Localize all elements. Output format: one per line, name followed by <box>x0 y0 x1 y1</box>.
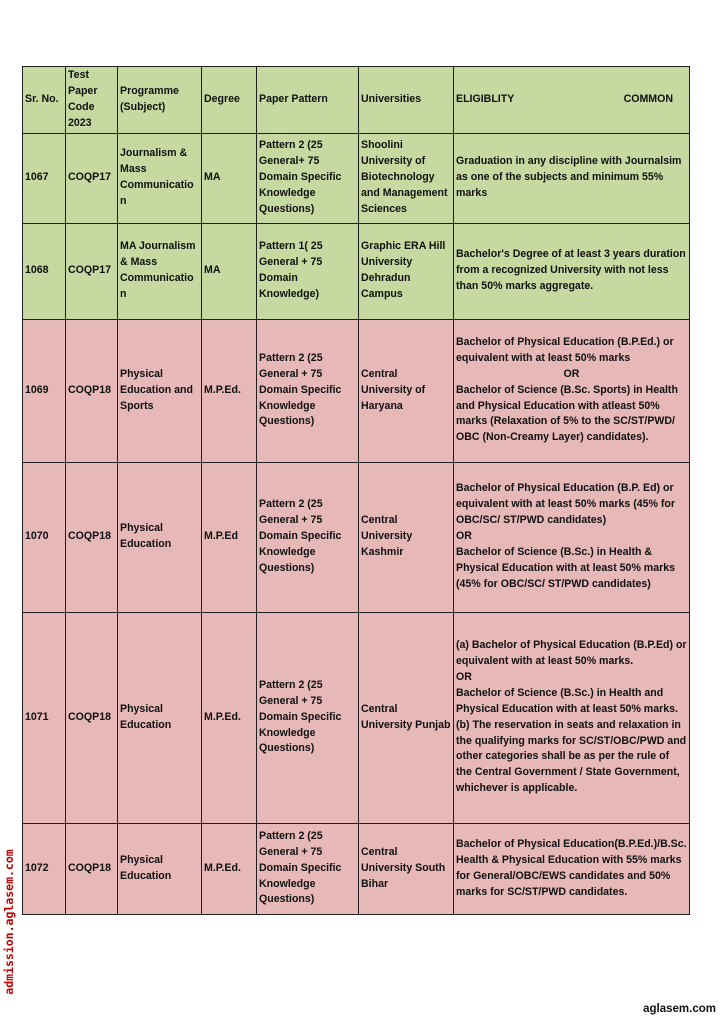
side-watermark: admission.aglasem.com <box>2 849 16 995</box>
programme-cell: MA Journalism & Mass Communication <box>118 223 202 319</box>
pattern-cell: Pattern 2 (25 General + 75 Domain Specific Knowledge Questions) <box>257 319 359 462</box>
header-eligibility <box>454 67 690 134</box>
eligibility-cell <box>454 612 690 823</box>
header-universities: Universities <box>359 67 454 134</box>
code-cell: COQP18 <box>66 319 118 462</box>
programme-cell: Physical Education and Sports <box>118 319 202 462</box>
header-eligibility-label: ELIGIBLITY <box>456 92 515 105</box>
eligibility-line: Bachelor of Science (B.Sc.) in Health and Physical Education with at least 50% marks. <box>456 686 678 715</box>
sr-no-cell: 1072 <box>23 823 66 914</box>
table-row <box>23 133 690 223</box>
header-common-label: COMMON <box>623 92 673 105</box>
university-cell: Shoolini University of Biotechnology and Management Sciences <box>359 133 454 223</box>
eligibility-line: Bachelor of Science (B.Sc. Sports) in Health and Physical Education with atleast 50% marks (Relaxation of 5% to the SC/ST/PWD/ OBC (Non-Creamy Layer) candidates). <box>456 383 678 444</box>
table-row <box>23 823 690 914</box>
eligibility-line: (b) The reservation in seats and relaxation in the qualifying marks for SC/ST/OBC/PWD and other categories shall be as per the rule of the Central Government / State Government, whichever is applicable. <box>456 718 687 795</box>
sr-no-cell: 1071 <box>23 612 66 823</box>
eligibility-line: Bachelor of Science (B.Sc.) in Health & Physical Education with at least 50% marks (45% for OBC/SC/ ST/PWD candidates) <box>456 546 676 590</box>
university-cell: Central University South Bihar <box>359 823 454 914</box>
header-degree: Degree <box>202 67 257 134</box>
programme-cell: Journalism & Mass Communication <box>118 133 202 223</box>
eligibility-line: (a) Bachelor of Physical Education (B.P.Ed) or equivalent with at least 50% marks. <box>456 639 687 667</box>
pattern-cell: Pattern 2 (25 General + 75 Domain Specific Knowledge Questions) <box>257 612 359 823</box>
header-code: Test Paper Code 2023 <box>66 67 118 134</box>
pattern-cell: Pattern 2 (25 General + 75 Domain Specific Knowledge Questions) <box>257 823 359 914</box>
pattern-cell: Pattern 2 (25 General+ 75 Domain Specific Knowledge Questions) <box>257 133 359 223</box>
degree-cell: MA <box>202 223 257 319</box>
degree-cell: M.P.Ed. <box>202 319 257 462</box>
code-cell: COQP18 <box>66 823 118 914</box>
table-row <box>23 462 690 612</box>
eligibility-cell <box>454 823 690 914</box>
table-row <box>23 612 690 823</box>
header-sr-no: Sr. No. <box>23 67 66 134</box>
programme-cell: Physical Education <box>118 612 202 823</box>
eligibility-line: Bachelor's Degree of at least 3 years duration from a recognized University with not less than 50% marks aggregate. <box>456 248 686 293</box>
pattern-cell: Pattern 1( 25 General + 75 Domain Knowledge) <box>257 223 359 319</box>
university-cell: Central University Punjab <box>359 612 454 823</box>
code-cell: COQP18 <box>66 612 118 823</box>
eligibility-line: Bachelor of Physical Education(B.P.Ed.)/B.Sc. Health & Physical Education with 55% marks for General/OBC/EWS candidates and 50% marks for SC/ST/PWD candidates. <box>456 837 687 898</box>
header-programme: Programme (Subject) <box>118 67 202 134</box>
sr-no-cell: 1070 <box>23 462 66 612</box>
code-cell: COQP17 <box>66 223 118 319</box>
table-row <box>23 319 690 462</box>
programme-cell: Physical Education <box>118 462 202 612</box>
eligibility-line: OR <box>456 530 472 543</box>
sr-no-cell: 1069 <box>23 319 66 462</box>
eligibility-line: OR <box>456 670 472 683</box>
eligibility-line: Bachelor of Physical Education (B.P.Ed.) or equivalent with at least 50% marks <box>456 335 674 364</box>
eligibility-table <box>22 66 690 915</box>
eligibility-line: Graduation in any discipline with Journalsim as one of the subjects and minimum 55% marks <box>456 155 682 200</box>
eligibility-line: OR <box>563 367 580 380</box>
university-cell: Central University of Haryana <box>359 319 454 462</box>
degree-cell: M.P.Ed <box>202 462 257 612</box>
eligibility-cell <box>454 133 690 223</box>
degree-cell: M.P.Ed. <box>202 612 257 823</box>
eligibility-cell <box>454 462 690 612</box>
eligibility-cell <box>454 319 690 462</box>
table-row <box>23 223 690 319</box>
sr-no-cell: 1067 <box>23 133 66 223</box>
pattern-cell: Pattern 2 (25 General + 75 Domain Specific Knowledge Questions) <box>257 462 359 612</box>
degree-cell: MA <box>202 133 257 223</box>
site-name: aglasem.com <box>643 1003 716 1015</box>
code-cell: COQP18 <box>66 462 118 612</box>
eligibility-cell <box>454 223 690 319</box>
university-cell: Central University Kashmir <box>359 462 454 612</box>
sr-no-cell: 1068 <box>23 223 66 319</box>
code-cell: COQP17 <box>66 133 118 223</box>
university-cell: Graphic ERA Hill University Dehradun Campus <box>359 223 454 319</box>
eligibility-line: Bachelor of Physical Education (B.P. Ed) or equivalent with at least 50% marks (45% for OBC/SC/ ST/PWD candidates) <box>456 482 676 527</box>
degree-cell: M.P.Ed. <box>202 823 257 914</box>
programme-cell: Physical Education <box>118 823 202 914</box>
header-pattern: Paper Pattern <box>257 67 359 134</box>
header-row <box>23 67 690 134</box>
